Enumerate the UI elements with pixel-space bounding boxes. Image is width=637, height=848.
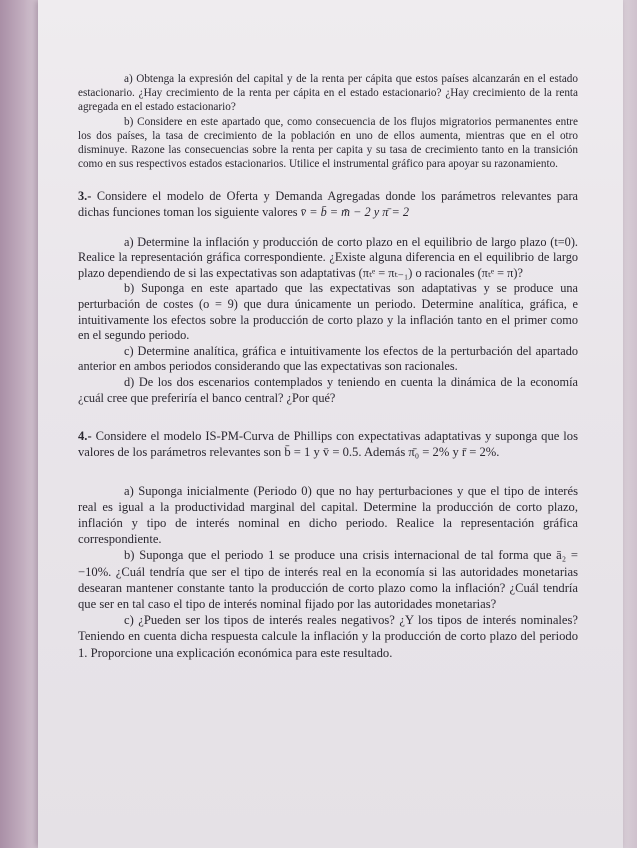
- question-4-intro: [78, 428, 578, 460]
- spacer: [78, 221, 578, 235]
- prev-question-part-a: a) Obtenga la expresión del capital y de la renta per cápita que estos países alcanzarán en el estado estacionario. ¿Hay crecimiento de la renta per cápita en el estado estacionario? ¿Hay crecimiento de la renta agregada en el estado estacionario?: [78, 73, 578, 114]
- question-4-number: 4.-: [78, 429, 92, 444]
- background-left-edge: [0, 0, 40, 848]
- question-3-number: 3.-: [78, 189, 92, 204]
- question-3-part-c: c) Determine analítica, gráfica e intuitivamente los efectos de la perturbación del apartado anterior en ambos periodos considerando que las expectativas son racionales.: [78, 343, 578, 374]
- question-3-part-d: d) De los dos escenarios contemplados y teniendo en cuenta la dinámica de la economía ¿cuál cree que preferiría el banco central? ¿Por qué?: [78, 374, 578, 405]
- question-3-part-b: b) Suponga en este apartado que las expectativas son adaptativas y se produce una perturbación de costes (o = 9) que dura únicamente un periodo. Determine analítica, gráfica, e intuitivamente los efectos sobre la producción de corto plazo y la inflación tanto en el primer como en el segundo periodo.: [78, 281, 578, 343]
- paper-sheet: [38, 0, 623, 848]
- spacer: [78, 461, 578, 483]
- question-3-params: v̄ = b̄ = m̄ − 2 y π̄ = 2: [300, 205, 410, 220]
- question-3-part-a: a) Determine la inflación y producción de corto plazo en el equilibrio de largo plazo (t=0). Realice la representación gráfica correspondiente. ¿Existe alguna diferencia en el equilibrio de largo plazo dependiendo de si las expectativas son adaptativas (πₜᵉ = πₜ₋₁) o racionales (πₜᵉ = π)?: [78, 234, 578, 280]
- question-4-part-c: c) ¿Pueden ser los tipos de interés reales negativos? ¿Y los tipos de interés nominales? Teniendo en cuenta dicha respuesta calcule la inflación y la producción de corto plazo del periodo 1. Proporcione una explicación económica para este resultado.: [78, 613, 578, 660]
- prev-question-part-b: b) Considere en este apartado que, como consecuencia de los flujos migratorios permanentes entre los dos países, la tasa de crecimiento de la población en uno de ellos aumenta, mientras que en el otro disminuye. Razone las consecuencias sobre la renta per capita y su tasa de crecimiento tanto en la transición como en sus respectivos estados estacionarios. Utilice el instrumental gráfico para apoyar su razonamiento.: [78, 115, 578, 171]
- question-4-part-b: b) Suponga que el periodo 1 se produce una crisis internacional de tal forma que ā₂ = −10%. ¿Cuál tendría que ser el tipo de interés real en la economía si las autoridades monetarias desearan mantener constante tanto la producción de corto plazo como la inflación? ¿Cuál tendría que ser en tal caso el tipo de interés nominal fijado por las autoridades monetarias?: [78, 548, 578, 611]
- question-4-part-a: a) Suponga inicialmente (Periodo 0) que no hay perturbaciones y que el tipo de interés real es igual a la productividad marginal del capital. Determine la producción de corto plazo, inflación y tipo de interés nominal en dicho periodo. Realice la representación gráfica correspondiente.: [78, 483, 578, 547]
- question-3-intro-text: Considere el modelo de Oferta y Demanda Agregadas donde los parámetros relevantes para dichas funciones toman los siguiente valores: [78, 189, 578, 220]
- question-4-intro-text: Considere el modelo IS-PM-Curva de Phillips con expectativas adaptativas y suponga que los valores de los parámetros relevantes son b̄ = 1 y v̄ = 0.5. Además π̄₀ = 2% y r̄ = 2%.: [78, 429, 578, 460]
- page-text: [78, 72, 578, 661]
- spacer: [78, 406, 578, 428]
- spacer: [78, 171, 578, 189]
- question-3-intro: [78, 189, 578, 220]
